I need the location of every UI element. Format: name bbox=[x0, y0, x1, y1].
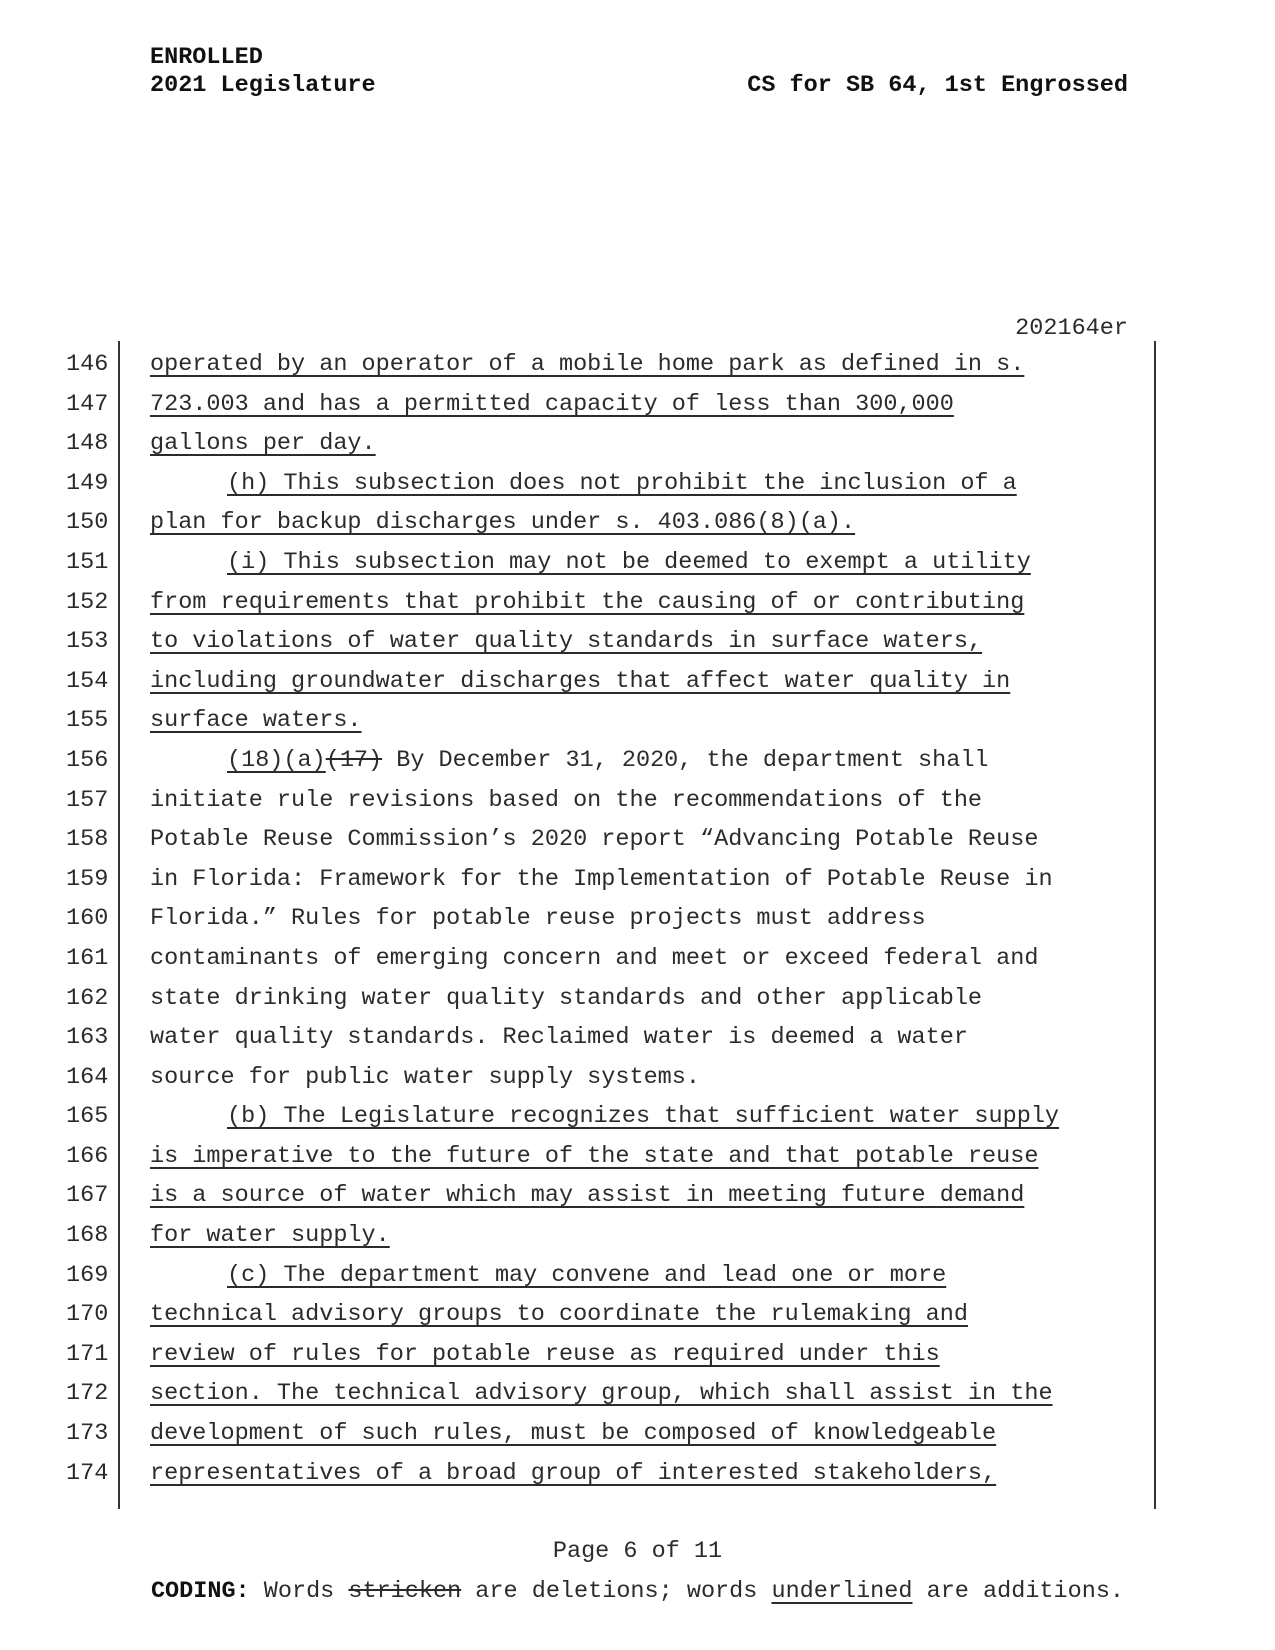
line-number: 163 bbox=[66, 1024, 109, 1052]
line-number: 170 bbox=[66, 1301, 109, 1329]
line-text: surface waters. bbox=[150, 707, 362, 735]
line-number: 151 bbox=[66, 548, 109, 576]
line-number: 157 bbox=[66, 786, 109, 814]
document-status: ENROLLED bbox=[150, 44, 263, 71]
text-line bbox=[0, 1458, 1275, 1498]
line-number: 146 bbox=[66, 351, 109, 378]
text-line bbox=[0, 1339, 1275, 1379]
text-line bbox=[0, 666, 1275, 706]
line-number: 150 bbox=[66, 509, 109, 537]
text-line bbox=[0, 943, 1275, 983]
line-text bbox=[227, 747, 989, 775]
text-line bbox=[0, 349, 1275, 389]
text-line bbox=[0, 1418, 1275, 1458]
text-line bbox=[0, 389, 1275, 429]
line-text: from requirements that prohibit the causing of or contributing bbox=[150, 588, 1025, 616]
line-number: 174 bbox=[66, 1459, 109, 1487]
text-line bbox=[0, 626, 1275, 666]
line-number: 148 bbox=[66, 430, 109, 458]
line-number: 171 bbox=[66, 1340, 109, 1368]
line-text: to violations of water quality standards in surface waters, bbox=[150, 628, 983, 656]
stricken-text: (17) bbox=[325, 746, 383, 774]
added-text: (18)(a) bbox=[227, 746, 326, 774]
text-line bbox=[0, 1378, 1275, 1418]
line-text: water quality standards. Reclaimed water is deemed a water bbox=[150, 1024, 968, 1052]
text-line bbox=[0, 1299, 1275, 1339]
line-text: development of such rules, must be composed of knowledgeable bbox=[150, 1420, 997, 1448]
text-line bbox=[0, 1180, 1275, 1220]
line-number: 162 bbox=[66, 984, 109, 1012]
bill-title: CS for SB 64, 1st Engrossed bbox=[747, 72, 1128, 99]
page-number: Page 6 of 11 bbox=[552, 1538, 723, 1565]
text-line bbox=[0, 1260, 1275, 1300]
line-number: 167 bbox=[66, 1182, 109, 1210]
line-text: gallons per day. bbox=[150, 430, 376, 458]
coding-legend bbox=[0, 1578, 1275, 1606]
line-number: 160 bbox=[66, 905, 109, 933]
line-text: for water supply. bbox=[150, 1222, 390, 1250]
line-text: Florida.” Rules for potable reuse projects must address bbox=[150, 905, 926, 933]
line-number: 155 bbox=[66, 707, 109, 735]
text-line bbox=[0, 1141, 1275, 1181]
line-number: 149 bbox=[66, 469, 109, 497]
line-text: is a source of water which may assist in meeting future demand bbox=[150, 1182, 1025, 1210]
line-number: 172 bbox=[66, 1380, 109, 1408]
text-line bbox=[0, 903, 1275, 943]
line-number: 169 bbox=[66, 1261, 109, 1289]
line-number: 154 bbox=[66, 667, 109, 695]
text-line bbox=[0, 1220, 1275, 1260]
line-number: 158 bbox=[66, 826, 109, 854]
line-text: including groundwater discharges that affect water quality in bbox=[150, 667, 1011, 695]
line-text: source for public water supply systems. bbox=[150, 1063, 700, 1091]
coding-underlined-example: underlined bbox=[771, 1578, 913, 1605]
text-line bbox=[0, 785, 1275, 825]
line-number: 168 bbox=[66, 1222, 109, 1250]
line-number: 156 bbox=[66, 746, 109, 774]
coding-label: CODING: bbox=[150, 1578, 250, 1605]
text-line bbox=[0, 507, 1275, 547]
line-text: section. The technical advisory group, which shall assist in the bbox=[150, 1380, 1053, 1408]
line-number: 161 bbox=[66, 944, 109, 972]
plain-text: By December 31, 2020, the department shall bbox=[382, 746, 989, 774]
text-line bbox=[0, 587, 1275, 627]
line-text: plan for backup discharges under s. 403.086(8)(a). bbox=[150, 509, 856, 537]
text-line bbox=[0, 547, 1275, 587]
line-text: Potable Reuse Commission’s 2020 report “Advancing Potable Reuse bbox=[150, 826, 1039, 854]
line-number: 153 bbox=[66, 628, 109, 656]
line-number: 159 bbox=[66, 865, 109, 893]
line-text: (c) The department may convene and lead one or more bbox=[227, 1261, 947, 1289]
line-text: initiate rule revisions based on the recommendations of the bbox=[150, 786, 983, 814]
line-text: operated by an operator of a mobile home park as defined in s. bbox=[150, 351, 1025, 378]
line-text: 723.003 and has a permitted capacity of less than 300,000 bbox=[150, 390, 954, 418]
text-line bbox=[0, 864, 1275, 904]
text-line bbox=[0, 1101, 1275, 1141]
coding-text: are deletions; words bbox=[461, 1578, 772, 1605]
coding-stricken-example: stricken bbox=[348, 1578, 462, 1605]
bill-code: 202164er bbox=[1015, 315, 1128, 342]
line-text: representatives of a broad group of interested stakeholders, bbox=[150, 1459, 997, 1487]
text-line bbox=[0, 745, 1275, 785]
text-line bbox=[0, 1022, 1275, 1062]
text-line bbox=[0, 468, 1275, 508]
line-number: 173 bbox=[66, 1420, 109, 1448]
legislature-label: 2021 Legislature bbox=[150, 72, 376, 99]
line-text: review of rules for potable reuse as required under this bbox=[150, 1340, 940, 1368]
text-line bbox=[0, 983, 1275, 1023]
line-number: 147 bbox=[66, 390, 109, 418]
line-number: 165 bbox=[66, 1103, 109, 1131]
line-text: in Florida: Framework for the Implementation of Potable Reuse in bbox=[150, 865, 1053, 893]
text-line bbox=[0, 705, 1275, 745]
text-line bbox=[0, 1062, 1275, 1102]
bill-text bbox=[0, 349, 1275, 1497]
line-number: 164 bbox=[66, 1063, 109, 1091]
coding-text: Words bbox=[249, 1578, 349, 1605]
line-text: (h) This subsection does not prohibit the inclusion of a bbox=[227, 469, 1017, 497]
line-text: is imperative to the future of the state and that potable reuse bbox=[150, 1142, 1039, 1170]
line-text: technical advisory groups to coordinate the rulemaking and bbox=[150, 1301, 968, 1329]
text-line bbox=[0, 428, 1275, 468]
line-number: 152 bbox=[66, 588, 109, 616]
line-text: contaminants of emerging concern and meet or exceed federal and bbox=[150, 944, 1039, 972]
line-text: (i) This subsection may not be deemed to exempt a utility bbox=[227, 548, 1031, 576]
line-number: 166 bbox=[66, 1142, 109, 1170]
line-text: state drinking water quality standards and other applicable bbox=[150, 984, 983, 1012]
line-text: (b) The Legislature recognizes that sufficient water supply bbox=[227, 1103, 1060, 1131]
text-line bbox=[0, 824, 1275, 864]
coding-text: are additions. bbox=[912, 1578, 1125, 1605]
